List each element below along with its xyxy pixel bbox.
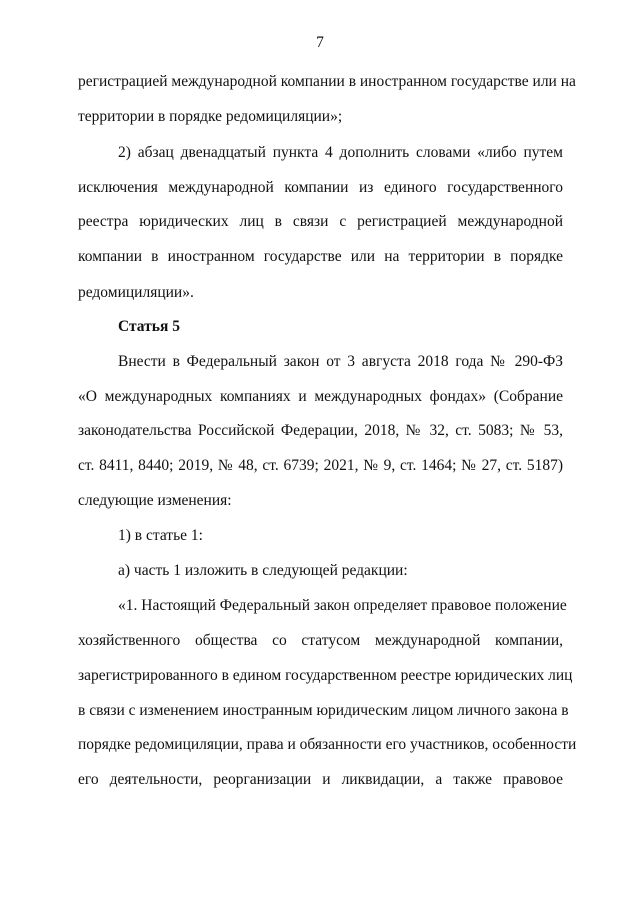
text-line: компании в иностранном государстве или на территории в порядке xyxy=(78,248,563,265)
text-line: ст. 8411, 8440; 2019, № 48, ст. 6739; 2021, № 9, ст. 1464; № 27, ст. 5187) xyxy=(78,457,563,474)
text-line: его деятельности, реорганизации и ликвидации, а также правовое xyxy=(78,771,563,788)
text-line: редомициляции». xyxy=(78,284,194,301)
text-line: «О международных компаниях и международных фондах» (Собрание xyxy=(78,388,563,405)
text-line: «1. Настоящий Федеральный закон определяет правовое положение xyxy=(118,597,567,614)
text-line: исключения международной компании из единого государственного xyxy=(78,179,563,196)
article-heading: Статья 5 xyxy=(118,318,180,335)
text-line: зарегистрированного в едином государственном реестре юридических лиц xyxy=(78,667,573,684)
text-line: регистрацией международной компании в иностранном государстве или на xyxy=(78,73,576,90)
text-line: 1) в статье 1: xyxy=(118,527,203,544)
text-line: а) часть 1 изложить в следующей редакции: xyxy=(118,562,408,579)
page-number: 7 xyxy=(316,34,324,51)
text-line: реестра юридических лиц в связи с регистрацией международной xyxy=(78,213,563,230)
text-line: территории в порядке редомициляции»; xyxy=(78,108,343,125)
text-line: следующие изменения: xyxy=(78,492,232,509)
text-line: законодательства Российской Федерации, 2018, № 32, ст. 5083; № 53, xyxy=(78,422,563,439)
text-line: в связи с изменением иностранным юридическим лицом личного закона в xyxy=(78,702,569,719)
text-line: Внести в Федеральный закон от 3 августа 2018 года № 290-ФЗ xyxy=(118,353,563,370)
text-line: хозяйственного общества со статусом международной компании, xyxy=(78,632,563,649)
text-line: 2) абзац двенадцатый пункта 4 дополнить словами «либо путем xyxy=(118,144,563,161)
text-line: порядке редомициляции, права и обязанности его участников, особенности xyxy=(78,736,577,753)
